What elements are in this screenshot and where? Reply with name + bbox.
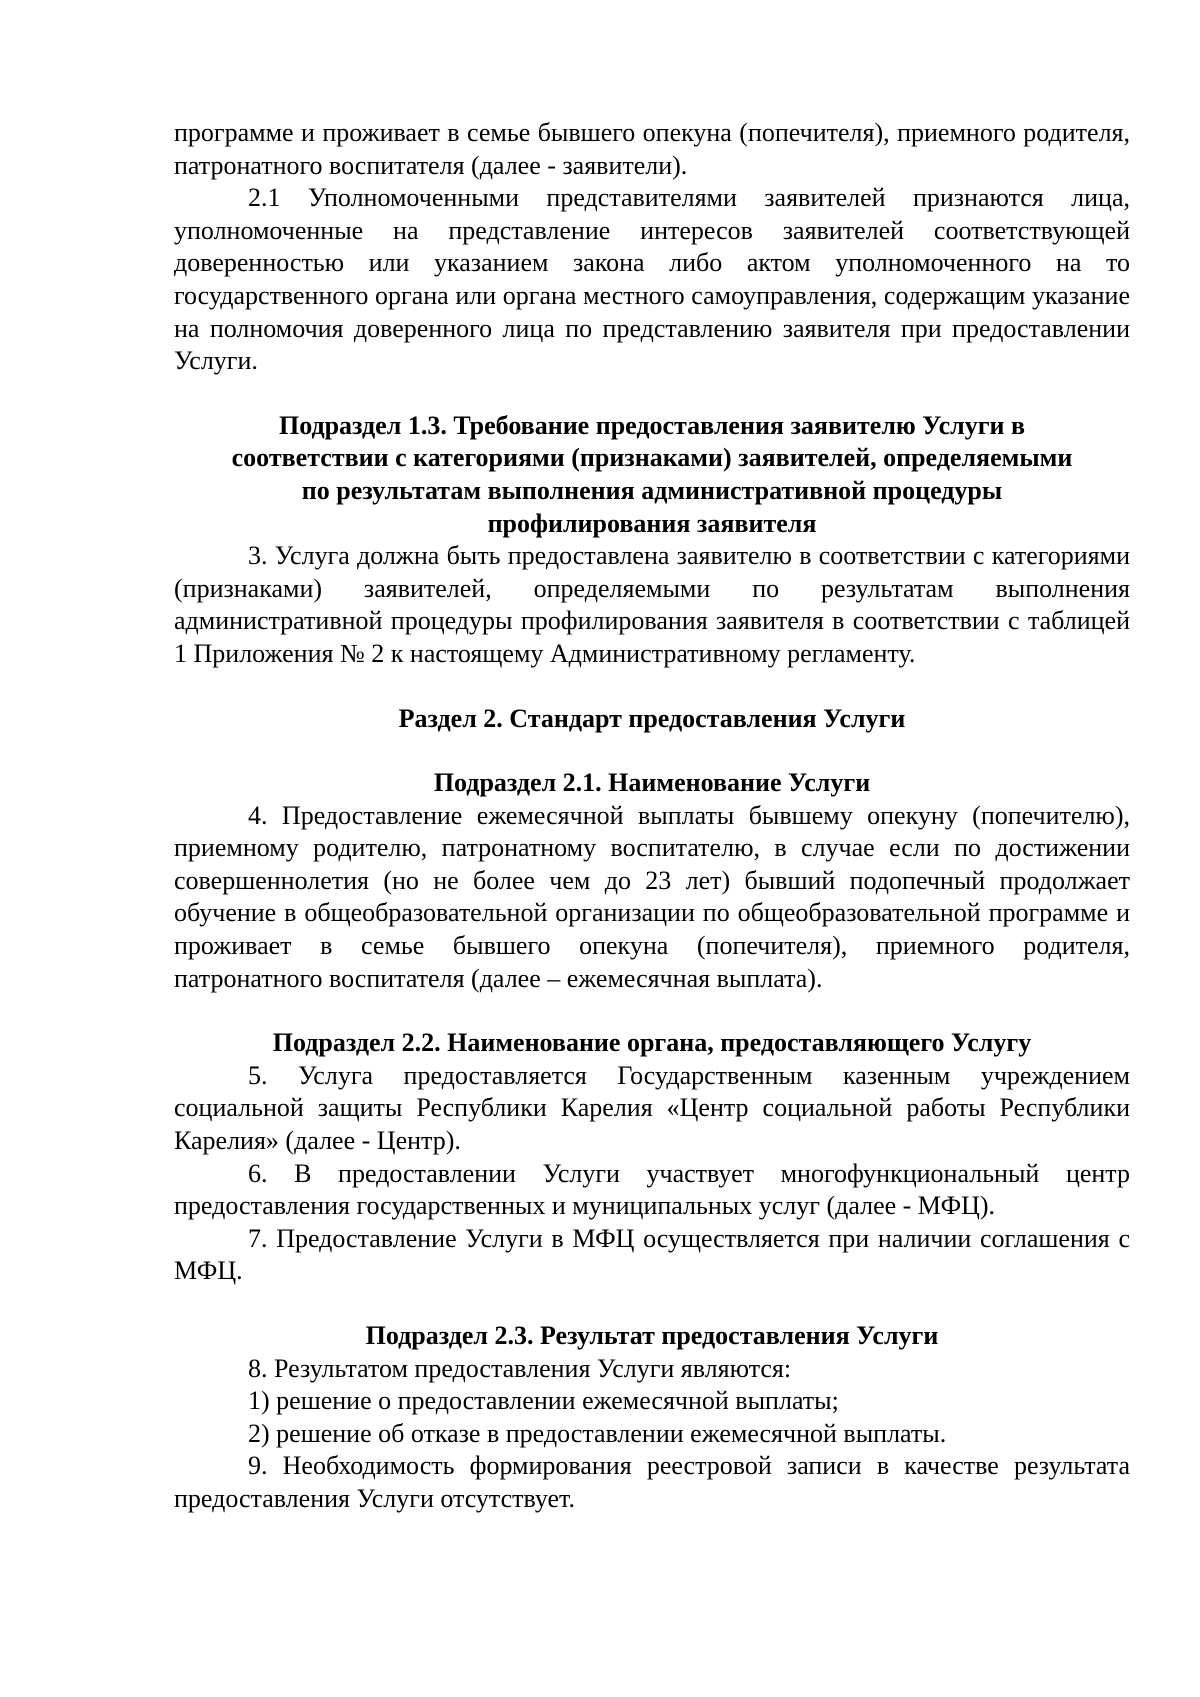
list-item-8-2: 2) решение об отказе в предоставлении ежемесячной выплаты. (248, 1418, 947, 1448)
paragraph-8: 8. Результатом предоставления Услуги являются: (248, 1353, 792, 1383)
paragraph-9: 9. Необходимость формирования реестровой записи в качестве результата предоставления Услуги отсутствует. (174, 1451, 1130, 1513)
spacer (174, 1288, 1130, 1320)
paragraph-4: 4. Предоставление ежемесячной выплаты бывшему опекуну (попечителю), приемному родителю, патронатному воспитателю, в случае если по достижении совершеннолетия (но не более чем до 23 лет) бывший подопечный продолжает обучение в общеобразовательной организации по общеобразовательной программе и проживает в семье бывшего опекуна (попечителя), приемного родителя, патронатного воспитателя (далее – ежемесячная выплата). (174, 800, 1130, 993)
heading-line: профилирования заявителя (487, 508, 817, 538)
heading-line: Подраздел 1.3. Требование предоставления заявителю Услуги в (278, 410, 1026, 440)
paragraph-3: 3. Услуга должна быть предоставлена заявителю в соответствии с категориями (признаками) заявителей, определяемыми по результатам выполнения административной процедуры профилирования заявителя в соответствии с таблицей 1 Приложения № 2 к настоящему Административному регламенту. (174, 541, 1130, 668)
spacer (174, 378, 1130, 410)
heading-section-2: Раздел 2. Стандарт предоставления Услуги (398, 703, 906, 733)
paragraph-6: 6. В предоставлении Услуги участвует многофункциональный центр предоставления государственных и муниципальных услуг (далее - МФЦ). (174, 1158, 1130, 1221)
document-body (174, 117, 1130, 1516)
heading-subsection-2-3: Подраздел 2.3. Результат предоставления Услуги (365, 1321, 939, 1350)
heading-subsection-1-3 (174, 410, 1130, 540)
heading-line: соответствии с категориями (признаками) заявителей, определяемыми (231, 443, 1073, 473)
heading-line: по результатам выполнения административной процедуры (301, 475, 1003, 505)
paragraph-5: 5. Услуга предоставляется Государственным казенным учреждением социальной защиты Республики Карелия «Центр социальной работы Республики Карелия» (далее - Центр). (174, 1060, 1130, 1156)
paragraph-2-1: 2.1 Уполномоченными представителями заявителей признаются лица, уполномоченные на представление интересов заявителей соответствующей доверенностью или указанием закона либо актом уполномоченного на то государственного органа или органа местного самоуправления, содержащим указание на полномочия доверенного лица по представлению заявителя при предоставлении Услуги. (174, 183, 1130, 376)
paragraph-applicants-end: программе и проживает в семье бывшего опекуна (попечителя), приемного родителя, патронатного воспитателя (далее - заявители). (174, 118, 1130, 180)
heading-subsection-2-2: Подраздел 2.2. Наименование органа, предоставляющего Услугу (272, 1028, 1032, 1058)
spacer (174, 735, 1130, 767)
heading-subsection-2-1: Подраздел 2.1. Наименование Услуги (433, 768, 871, 798)
paragraph-7: 7. Предоставление Услуги в МФЦ осуществляется при наличии соглашения с МФЦ. (174, 1223, 1130, 1286)
spacer (174, 995, 1130, 1027)
spacer (174, 671, 1130, 703)
list-item-8-1: 1) решение о предоставлении ежемесячной выплаты; (248, 1386, 839, 1416)
